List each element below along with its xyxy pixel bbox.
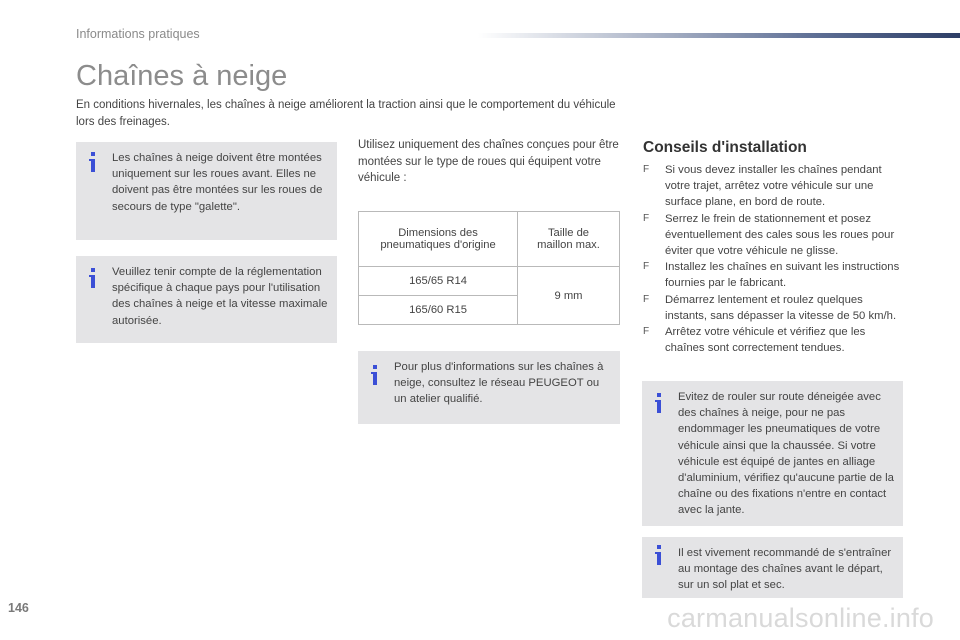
bullet-icon: F: [643, 293, 650, 305]
note-box: [76, 142, 337, 240]
bullet-icon: F: [643, 164, 650, 175]
header-bar: [478, 33, 960, 38]
installation-steps: [643, 162, 905, 356]
list-item: [643, 324, 905, 356]
bullet-icon: F: [643, 326, 650, 338]
table-cell-link-size: 9 mm: [518, 267, 620, 325]
page-title: Chaînes à neige: [76, 60, 288, 92]
info-icon: [654, 545, 664, 565]
note-text: Pour plus d'informations sur les chaînes à neige, consultez le réseau PEUGEOT ou un atelier qualifié.: [394, 361, 604, 406]
list-item: [643, 259, 905, 291]
note-box: [76, 256, 337, 343]
bullet-icon: F: [643, 212, 650, 224]
list-item: [643, 292, 905, 324]
table-cell-dimension: 165/60 R15: [359, 296, 518, 325]
step-text: Serrez le frein de stationnement et posez éventuellement des cales sous les roues pour éviter que votre véhicule ne glisse.: [665, 212, 895, 258]
step-text: Démarrez lentement et roulez quelques instants, sans dépasser la vitesse de 50 km/h.: [665, 293, 897, 322]
note-box: [358, 351, 620, 424]
page-number: 146: [8, 601, 29, 615]
step-text: Si vous devez installer les chaînes pendant votre trajet, arrêtez votre véhicule sur une surface plane, en bord de route.: [665, 164, 882, 209]
table-header-row: [359, 212, 620, 267]
intro-paragraph: En conditions hivernales, les chaînes à neige améliorent la traction ainsi que le comportement du véhicule lors des freinages.: [76, 99, 616, 128]
note-text: Les chaînes à neige doivent être montées uniquement sur les roues avant. Elles ne doivent pas être montées sur les roues de secours de type "galette".: [112, 152, 323, 213]
info-icon: [88, 268, 98, 288]
usage-paragraph: Utilisez uniquement des chaînes conçues pour être montées sur le type de roues qui équipent votre véhicule :: [358, 139, 619, 184]
note-text: Evitez de rouler sur route déneigée avec des chaînes à neige, pour ne pas endommager les pneumatiques de votre véhicule ainsi que la chaussée. Si votre véhicule est équipé de jantes en alliage d'aluminium, vérifiez qu'aucune partie de la chaîne ou des fixations n'entre en contact avec la jante.: [678, 391, 894, 517]
step-text: Arrêtez votre véhicule et vérifiez que les chaînes sont correctement tendues.: [665, 326, 866, 355]
list-item: [643, 162, 905, 211]
info-icon: [654, 393, 664, 413]
step-text: Installez les chaînes en suivant les instructions fournies par le fabricant.: [665, 261, 900, 290]
table-header-link-size: Taille de maillon max.: [518, 212, 620, 267]
table-row: [359, 267, 620, 296]
info-icon: [88, 152, 98, 172]
table-cell-dimension: 165/65 R14: [359, 267, 518, 296]
note-box: [642, 381, 903, 526]
watermark: carmanualsonline.info: [667, 603, 934, 633]
list-item: [643, 211, 905, 260]
info-icon: [370, 365, 380, 385]
note-text: Veuillez tenir compte de la réglementation spécifique à chaque pays pour l'utilisation des chaînes à neige et la vitesse maximale autorisée.: [112, 266, 328, 327]
note-text: Il est vivement recommandé de s'entraîner au montage des chaînes avant le départ, sur un sol plat et sec.: [678, 547, 892, 592]
installation-heading: Conseils d'installation: [643, 139, 807, 156]
bullet-icon: F: [643, 261, 650, 273]
note-box: [642, 537, 903, 598]
table-header-dimensions: Dimensions des pneumatiques d'origine: [359, 212, 518, 267]
section-header: Informations pratiques: [76, 27, 200, 41]
chain-size-table: [358, 211, 620, 325]
